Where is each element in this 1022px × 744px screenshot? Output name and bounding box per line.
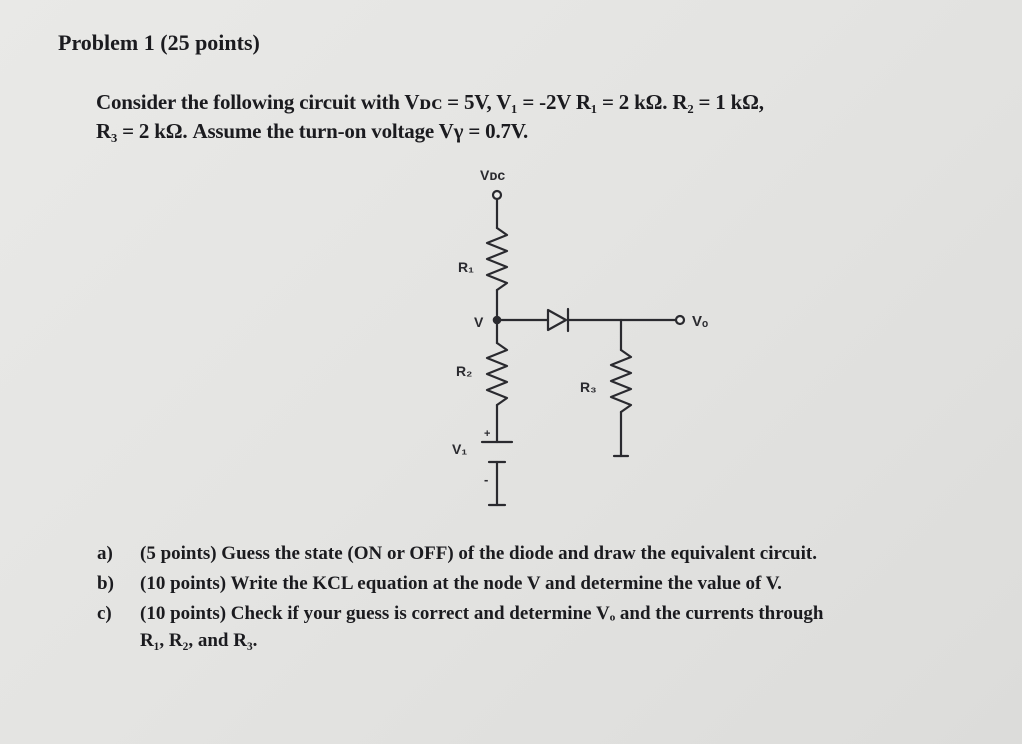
r2-label: R₂ xyxy=(456,363,473,379)
vo-label: Vₒ xyxy=(692,313,709,330)
vdc-terminal xyxy=(493,191,501,199)
v1-label: V₁ xyxy=(452,441,468,457)
problem-intro-line-1: Consider the following circuit with Vᴅᴄ = 5V, V₁ = -2V R₁ = 2 kΩ. R₂ = 1 kΩ, xyxy=(96,90,764,114)
vo-terminal xyxy=(676,316,684,324)
r1-label: R₁ xyxy=(458,259,474,275)
problem-title: Problem 1 (25 points) xyxy=(58,30,260,55)
battery-plus-sign: + xyxy=(484,428,491,440)
question-b-text: (10 points) Write the KCL equation at the node V and determine the value of V. xyxy=(140,573,782,594)
diode-triangle xyxy=(548,310,566,330)
resistor-r3 xyxy=(611,350,631,412)
question-b-marker: b) xyxy=(97,573,114,594)
question-a-text: (5 points) Guess the state (ON or OFF) of the diode and draw the equivalent circuit. xyxy=(140,543,817,564)
question-a-marker: a) xyxy=(97,543,113,564)
vdc-label: Vᴅᴄ xyxy=(480,167,506,183)
question-c-text-continued: R₁, R₂, and R₃. xyxy=(140,630,258,651)
problem-intro-line-2: R₃ = 2 kΩ. Assume the turn-on voltage Vγ = 0.7V. xyxy=(96,119,529,143)
r3-label: R₃ xyxy=(580,379,597,395)
resistor-r1 xyxy=(487,228,507,290)
v-node-label: V xyxy=(474,314,484,330)
resistor-r2 xyxy=(487,343,507,405)
question-c-marker: c) xyxy=(97,603,112,624)
question-c-text: (10 points) Check if your guess is correct and determine Vₒ and the currents through xyxy=(140,603,824,624)
battery-minus-sign: - xyxy=(484,472,489,487)
